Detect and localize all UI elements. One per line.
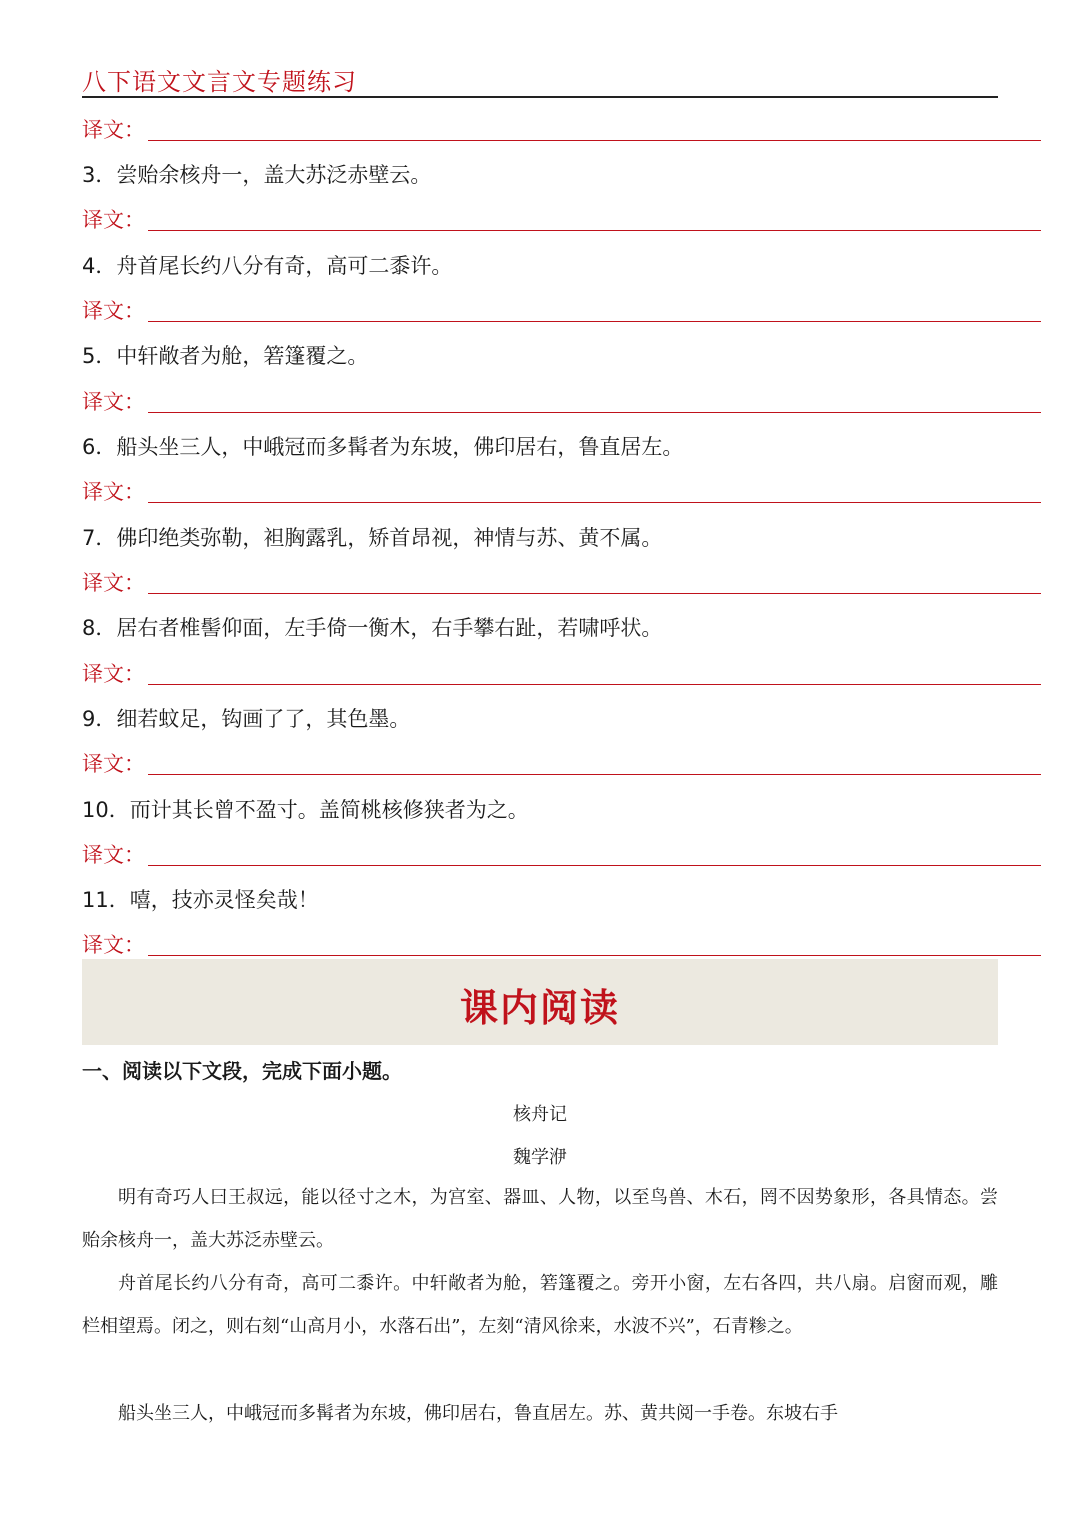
translation-row <box>82 386 982 426</box>
translation-blank[interactable] <box>148 230 1041 231</box>
translation-row <box>82 204 982 244</box>
translation-blank[interactable] <box>148 412 1041 413</box>
question-text: 5．中轩敞者为舱，箬篷覆之。 <box>82 344 369 368</box>
question-text: 11．嘻，技亦灵怪矣哉！ <box>82 888 319 912</box>
translation-row <box>82 748 982 788</box>
translation-label: 译文： <box>82 662 145 686</box>
question-text: 8．居右者椎髻仰面，左手倚一衡木，右手攀右趾，若啸呼状。 <box>82 616 663 640</box>
translation-label: 译文： <box>82 299 145 323</box>
translation-row <box>82 476 982 516</box>
translation-row <box>82 295 982 335</box>
translation-blank[interactable] <box>148 593 1041 594</box>
passage-paragraph: 船头坐三人，中峨冠而多髯者为东坡，佛印居右，鲁直居左。苏、黄共阅一手卷。东坡右手 <box>118 1403 838 1424</box>
question-text: 9．细若蚊足，钩画了了，其色墨。 <box>82 707 411 731</box>
question-row <box>82 431 982 471</box>
question-row <box>82 250 982 290</box>
question-text: 7．佛印绝类弥勒，袒胸露乳，矫首昂视，神情与苏、黄不属。 <box>82 526 663 550</box>
translation-blank[interactable] <box>148 140 1041 141</box>
section-banner <box>82 959 998 1045</box>
translation-label: 译文： <box>82 390 145 414</box>
question-text: 3．尝贻余核舟一，盖大苏泛赤壁云。 <box>82 163 432 187</box>
translation-label: 译文： <box>82 208 145 232</box>
question-row <box>82 703 982 743</box>
translation-row <box>82 839 982 879</box>
page-header-title: 八下语文文言文专题练习 <box>82 68 357 96</box>
reading-instruction: 一、阅读以下文段，完成下面小题。 <box>82 1059 402 1083</box>
passage-paragraph: 舟首尾长约八分有奇，高可二黍许。中轩敞者为舱，箬篷覆之。旁开小窗，左右各四，共八扇。启窗而观，雕栏相望焉。闭之，则右刻“山高月小，水落石出”，左刻“清风徐来，水波不兴”，石青糁之。 <box>82 1273 998 1337</box>
translation-label: 译文： <box>82 571 145 595</box>
question-row <box>82 522 982 562</box>
passage-paragraph: 明有奇巧人曰王叔远，能以径寸之木，为宫室、器皿、人物，以至鸟兽、木石，罔不因势象形，各具情态。尝贻余核舟一，盖大苏泛赤壁云。 <box>82 1187 998 1251</box>
page-header <box>82 58 998 98</box>
translation-blank[interactable] <box>148 955 1041 956</box>
translation-blank[interactable] <box>148 684 1041 685</box>
question-text: 10．而计其长曾不盈寸。盖简桃核修狭者为之。 <box>82 798 529 822</box>
translation-row <box>82 658 982 698</box>
question-row <box>82 884 982 924</box>
question-row <box>82 340 982 380</box>
section-title: 课内阅读 <box>459 986 620 1030</box>
translation-label: 译文： <box>82 843 145 867</box>
translation-blank[interactable] <box>148 865 1041 866</box>
translation-label: 译文： <box>82 480 145 504</box>
translation-row <box>82 567 982 607</box>
translation-blank[interactable] <box>148 774 1041 775</box>
passage-author: 魏学洢 <box>513 1147 567 1168</box>
question-text: 6．船头坐三人，中峨冠而多髯者为东坡，佛印居右，鲁直居左。 <box>82 435 684 459</box>
translation-label: 译文： <box>82 752 145 776</box>
question-row <box>82 794 982 834</box>
passage-title: 核舟记 <box>513 1104 567 1125</box>
question-row <box>82 159 982 199</box>
translation-label: 译文： <box>82 933 145 957</box>
translation-row <box>82 114 982 154</box>
question-text: 4．舟首尾长约八分有奇，高可二黍许。 <box>82 254 453 278</box>
translation-blank[interactable] <box>148 321 1041 322</box>
translation-label: 译文： <box>82 118 145 142</box>
translation-blank[interactable] <box>148 502 1041 503</box>
question-row <box>82 612 982 652</box>
